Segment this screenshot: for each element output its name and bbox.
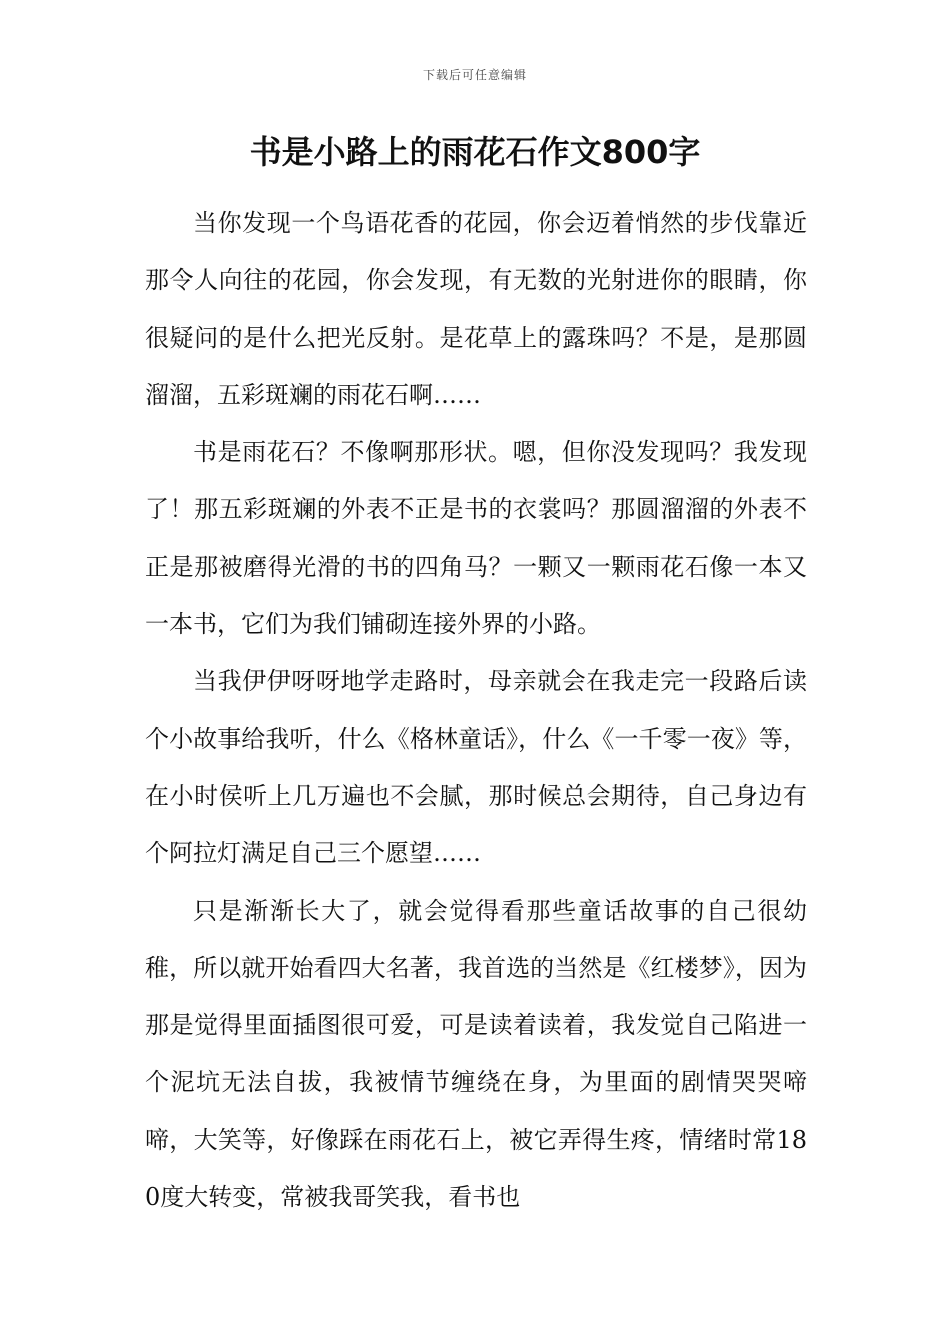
document-title: 书是小路上的雨花石作文800字 [249,133,701,171]
paragraph-2: 书是雨花石？不像啊那形状。嗯，但你没发现吗？我发现了！那五彩斑斓的外表不正是书的衣裳吗？那圆溜溜的外表不正是那被磨得光滑的书的四角马？一颗又一颗雨花石像一本又一本书，它们为我们铺砌连接外界的小路。 [145,438,807,639]
paragraph-4: 只是渐渐长大了，就会觉得看那些童话故事的自己很幼稚，所以就开始看四大名著，我首选的当然是《红楼梦》，因为那是觉得里面插图很可爱，可是读着读着，我发觉自己陷进一个泥坑无法自拔，我被情节缠绕在身，为里面的剧情哭哭啼啼，大笑等，好像踩在雨花石上，被它弄得生疼，情绪时常180度大转变，常被我哥笑我，看书也 [145,896,807,1212]
paragraph-3: 当我伊伊呀呀地学走路时，母亲就会在我走完一段路后读个小故事给我听，什么《格林童话》，什么《一千零一夜》等，在小时侯听上几万遍也不会腻，那时候总会期待，自己身边有个阿拉灯满足自己三个愿望…… [145,667,807,868]
paragraph-1: 当你发现一个鸟语花香的花园，你会迈着悄然的步伐靠近那令人向往的花园，你会发现，有无数的光射进你的眼睛，你很疑问的是什么把光反射。是花草上的露珠吗？不是，是那圆溜溜，五彩斑斓的雨花石啊…… [145,209,807,409]
document-body [145,195,807,1226]
header-note: 下载后可任意编辑 [422,68,527,82]
